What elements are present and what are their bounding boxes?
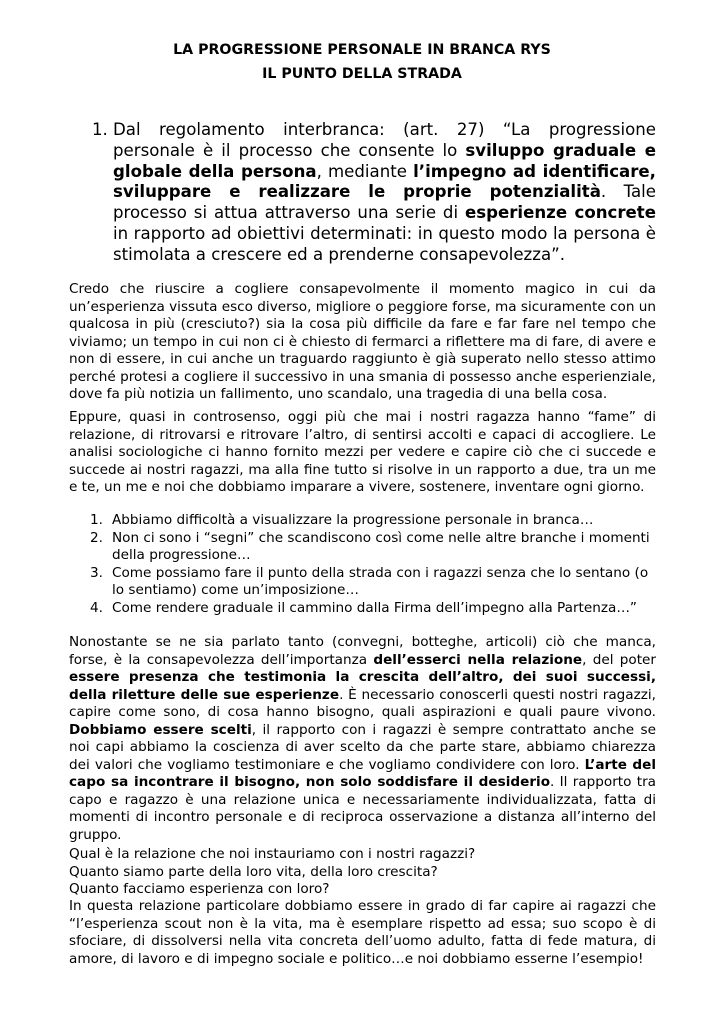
list-item-text: Come rendere graduale il cammino dalla Firma dell’impegno alla Partenza…”: [112, 599, 637, 616]
list-item-number: 3.: [90, 564, 103, 581]
list-item-text: Abbiamo difficoltà a visualizzare la progressione personale in branca…: [112, 512, 594, 528]
title-line-2: IL PUNTO DELLA STRADA: [262, 66, 462, 82]
intro-bold-2: l’impegno ad identificare, sviluppare e realizzare le proprie potenzialità: [113, 161, 656, 202]
questions-list: [69, 512, 659, 617]
para3-bold-4: L’arte del capo sa incontrare il bisogno, non solo soddisfare il desiderio: [69, 756, 656, 790]
question-line-3: Quanto facciamo esperienza con loro?: [69, 881, 330, 897]
intro-text-4: in rapporto ad obiettivi determinati: in questo modo la persona è stimolata a crescere ed a prenderne consapevolezza”.: [113, 223, 656, 264]
questions-block: [69, 846, 656, 899]
list-item: [69, 600, 659, 618]
list-item-text: Non ci sono i “segni” che scandiscono così come nelle altre branche i momenti della progressione…: [112, 529, 650, 563]
list-item-number: 1.: [90, 512, 103, 528]
para3-bold-1: dell’esserci nella relazione: [373, 651, 583, 668]
para3-text-5: . Il rapporto tra capo e ragazzo è una relazione unica e necessariamente individualizzata, fatta di momenti di incontro personale e di reciproca osservazione a distanza all’interno del gruppo.: [69, 774, 656, 843]
question-line-1: Qual è la relazione che noi instauriamo con i nostri ragazzi?: [69, 846, 476, 862]
intro-number: 1.: [92, 120, 108, 139]
list-item-text: Come possiamo fare il punto della strada con i ragazzi senza che lo sentano (o lo sentiamo) come un’imposizione…: [112, 564, 649, 598]
intro-bold-3: esperienze concrete: [464, 203, 656, 223]
para3-bold-2: essere presenza che testimonia la crescita dell’altro, dei suoi successi, della riletture delle sue esperienze: [69, 669, 656, 703]
para3-bold-3: Dobbiamo essere scelti: [69, 721, 252, 738]
intro-paragraph: [113, 120, 656, 266]
list-item: [69, 530, 659, 565]
paragraph-1: Credo che riuscire a cogliere consapevolmente il momento magico in cui da un’esperienza vissuta esco diverso, migliore o peggiore forse, ma sicuramente con un qualcosa in più (cresciuto?) sia la cosa più difficile da fare e far fare nel tempo che viviamo; un tempo in cui non ci è chiesto di fermarci a riflettere ma di fare, di avere e non di essere, in cui anche un traguardo raggiunto è già superato nello stesso attimo perché protesi a cogliere il successivo in una smania di possesso anche esperienziale, dove fa più notizia un fallimento, uno scandalo, una tragedia di una bella cosa.: [69, 281, 656, 402]
question-line-2: Quanto siamo parte della loro vita, della loro crescita?: [69, 863, 438, 880]
para3-text-4: , il rapporto con i ragazzi è sempre contrattato anche se noi capi abbiamo la coscienza di aver scelto da che parte stare, abbiamo chiarezza dei valori che vogliamo testimoniare e che vogliamo condividere con loro.: [69, 721, 656, 773]
intro-text-2: , mediante: [316, 161, 414, 181]
intro-text-3: . Tale processo si attua attraverso una serie di: [113, 182, 656, 223]
list-item: [69, 512, 659, 530]
para3-text-3: . È necessario conoscerli questi nostri ragazzi, capire come sono, di cosa hanno bisogno, quali aspirazioni e quali paure vivono.: [69, 686, 656, 720]
paragraph-3: [69, 634, 656, 844]
list-item-number: 2.: [90, 529, 103, 546]
intro-text-1: Dal regolamento interbranca: (art. 27) “La progressione personale è il processo che consente lo: [113, 120, 656, 160]
list-item-number: 4.: [90, 599, 103, 616]
intro-bold-1: sviluppo graduale e globale della persona: [113, 140, 656, 181]
para3-text-2: , del poter: [582, 651, 656, 668]
para3-text-1: Nonostante se ne sia parlato tanto (convegni, botteghe, articoli) ciò che manca, forse, è la consapevolezza dell’importanza: [69, 634, 656, 668]
paragraph-2: Eppure, quasi in controsenso, oggi più che mai i nostri ragazza hanno “fame” di relazione, di ritrovarsi e ritrovare l’altro, di sentirsi accolti e capaci di accogliere. Le analisi sociologiche ci hanno fornito mezzi per vedere e capire ciò che ci succede e succede ai nostri ragazzi, ma alla fine tutto si risolve in un rapporto a due, tra un me e te, un me e noi che dobbiamo imparare a vivere, sostenere, inventare ogni giorno.: [69, 409, 656, 495]
title-line-1: LA PROGRESSIONE PERSONALE IN BRANCA RYS: [173, 42, 551, 58]
list-item: [69, 565, 659, 600]
paragraph-4: In questa relazione particolare dobbiamo essere in grado di far capire ai ragazzi che “l’esperienza scout non è la vita, ma è esemplare rispetto ad essa; suo scopo è di sfociare, di dissolversi nella vita concreta dell’uomo adulto, fatta di fede matura, di amore, di lavoro e di impegno sociale e politico…e noi dobbiamo esserne l’esempio!: [69, 898, 656, 967]
